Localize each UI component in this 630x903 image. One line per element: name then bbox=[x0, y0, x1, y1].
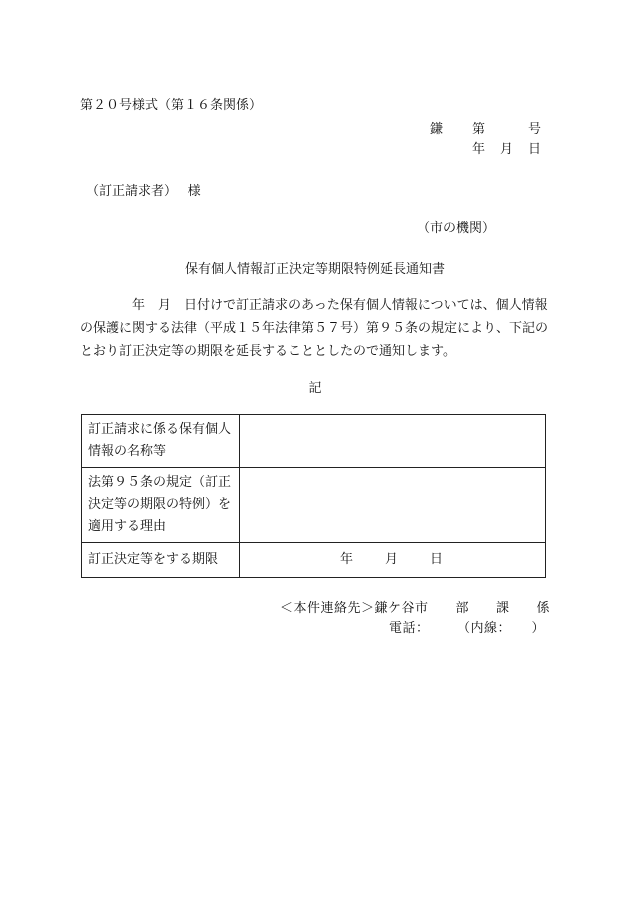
row-label-reason: 法第９５条の規定（訂正決定等の期限の特例）を適用する理由 bbox=[82, 468, 240, 543]
document-title: 保有個人情報訂正決定等期限特例延長通知書 bbox=[184, 262, 445, 277]
reference-number: 鎌 第 号 bbox=[429, 122, 542, 137]
details-table bbox=[81, 414, 546, 578]
sender-agency: （市の機関） bbox=[416, 221, 495, 236]
row-label-info-name: 訂正請求に係る保有個人情報の名称等 bbox=[82, 415, 240, 468]
issue-date: 年 月 日 bbox=[471, 142, 542, 157]
table-row bbox=[82, 415, 546, 468]
row-value-reason bbox=[240, 468, 546, 543]
table-row bbox=[82, 543, 546, 578]
row-value-deadline: 年 月 日 bbox=[240, 543, 546, 578]
contact-info: ＜本件連絡先＞鎌ケ谷市 部 課 係 bbox=[279, 601, 550, 616]
addressee: （訂正請求者） 様 bbox=[86, 184, 201, 199]
body-paragraph: 年 月 日付けで訂正請求のあった保有個人情報については、個人情報の保護に関する法律（平成１５年法律第５７号）第９５条の規定により、下記のとおり訂正決定等の期限を延長することとしたので通知します。 bbox=[80, 298, 549, 359]
row-value-info-name bbox=[240, 415, 546, 468]
ki-heading: 記 bbox=[308, 381, 322, 396]
table-row bbox=[82, 468, 546, 543]
form-number: 第２０号様式（第１６条関係） bbox=[80, 98, 263, 113]
phone-info: 電話： （内線： ） bbox=[388, 621, 545, 636]
row-label-deadline: 訂正決定等をする期限 bbox=[82, 543, 240, 578]
